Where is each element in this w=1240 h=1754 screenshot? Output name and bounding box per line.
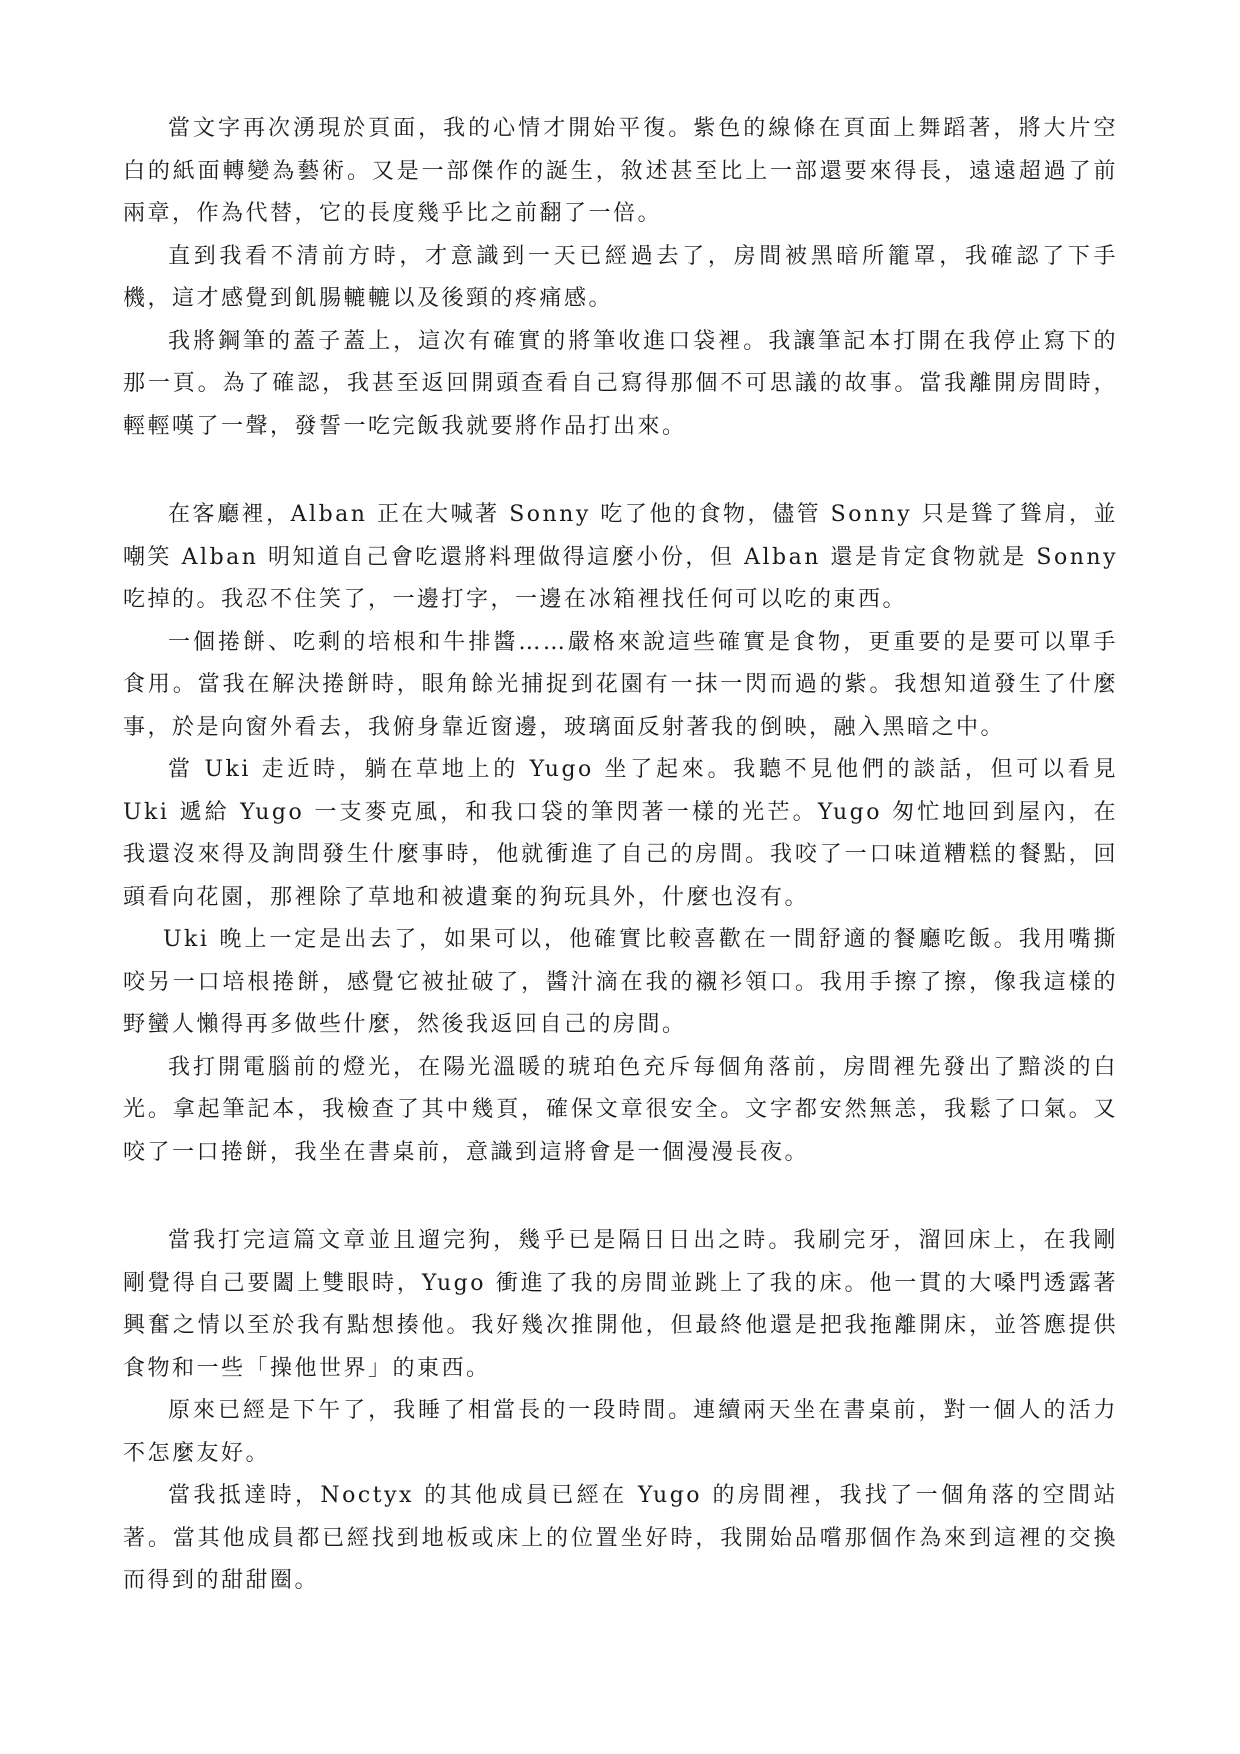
document-page — [123, 108, 1118, 1603]
paragraph: 當 Uki 走近時，躺在草地上的 Yugo 坐了起來。我聽不見他們的談話，但可以看見 Uki 遞給 Yugo 一支麥克風，和我口袋的筆閃著一樣的光芒。Yugo 匆忙地回到屋內，在我還沒來得及詢問發生什麼事時，他就衝進了自己的房間。我咬了一口味道糟糕的餐點，回頭看向花園，那裡除了草地和被遺棄的狗玩具外，什麼也沒有。 — [123, 757, 1118, 910]
paragraph: 當我打完這篇文章並且遛完狗，幾乎已是隔日日出之時。我刷完牙，溜回床上，在我剛剛覺得自己要闔上雙眼時，Yugo 衝進了我的房間並跳上了我的床。他一貫的大嗓門透露著興奮之情以至於我有點想揍他。我好幾次推開他，但最終他還是把我拖離開床，並答應提供食物和一些「操他世界」的東西。 — [123, 1228, 1118, 1381]
paragraph: 當文字再次湧現於頁面，我的心情才開始平復。紫色的線條在頁面上舞蹈著，將大片空白的紙面轉變為藝術。又是一部傑作的誕生，敘述甚至比上一部還要來得長，遠遠超過了前兩章，作為代替，它的長度幾乎比之前翻了一倍。 — [123, 116, 1118, 226]
section-2 — [123, 494, 1118, 1174]
paragraph: 當我抵達時，Noctyx 的其他成員已經在 Yugo 的房間裡，我找了一個角落的空間站著。當其他成員都已經找到地板或床上的位置坐好時，我開始品嚐那個作為來到這裡的交換而得到的甜甜圈。 — [123, 1483, 1118, 1593]
paragraph: 我打開電腦前的燈光，在陽光溫暖的琥珀色充斥每個角落前，房間裡先發出了黯淡的白光。拿起筆記本，我檢查了其中幾頁，確保文章很安全。文字都安然無恙，我鬆了口氣。又咬了一口捲餅，我坐在書桌前，意識到這將會是一個漫漫長夜。 — [123, 1054, 1118, 1165]
section-1 — [123, 108, 1118, 448]
paragraph: 原來已經是下午了，我睡了相當長的一段時間。連續兩天坐在書桌前，對一個人的活力不怎麼友好。 — [123, 1398, 1118, 1466]
paragraph: 在客廳裡，Alban 正在大喊著 Sonny 吃了他的食物，儘管 Sonny 只是聳了聳肩，並嘲笑 Alban 明知道自己會吃還將料理做得這麼小份，但 Alban 還是肯定食物就是 Sonny 吃掉的。我忍不住笑了，一邊打字，一邊在冰箱裡找任何可以吃的東西。 — [123, 502, 1118, 612]
paragraph: 直到我看不清前方時，才意識到一天已經過去了，房間被黑暗所籠罩，我確認了下手機，這才感覺到飢腸轆轆以及後頸的疼痛感。 — [123, 243, 1118, 311]
paragraph: 一個捲餅、吃剩的培根和牛排醬……嚴格來說這些確實是食物，更重要的是要可以單手食用。當我在解決捲餅時，眼角餘光捕捉到花園有一抹一閃而過的紫。我想知道發生了什麼事，於是向窗外看去，我俯身靠近窗邊，玻璃面反射著我的倒映，融入黑暗之中。 — [123, 629, 1118, 740]
paragraph: 我將鋼筆的蓋子蓋上，這次有確實的將筆收進口袋裡。我讓筆記本打開在我停止寫下的那一頁。為了確認，我甚至返回開頭查看自己寫得那個不可思議的故事。當我離開房間時，輕輕嘆了一聲，發誓一吃完飯我就要將作品打出來。 — [123, 328, 1118, 439]
paragraph: Uki 晚上一定是出去了，如果可以，他確實比較喜歡在一間舒適的餐廳吃飯。我用嘴撕咬另一口培根捲餅，感覺它被扯破了，醬汁滴在我的襯衫領口。我用手擦了擦，像我這樣的野蠻人懶得再多做些什麼，然後我返回自己的房間。 — [123, 927, 1118, 1037]
section-3 — [123, 1220, 1118, 1603]
